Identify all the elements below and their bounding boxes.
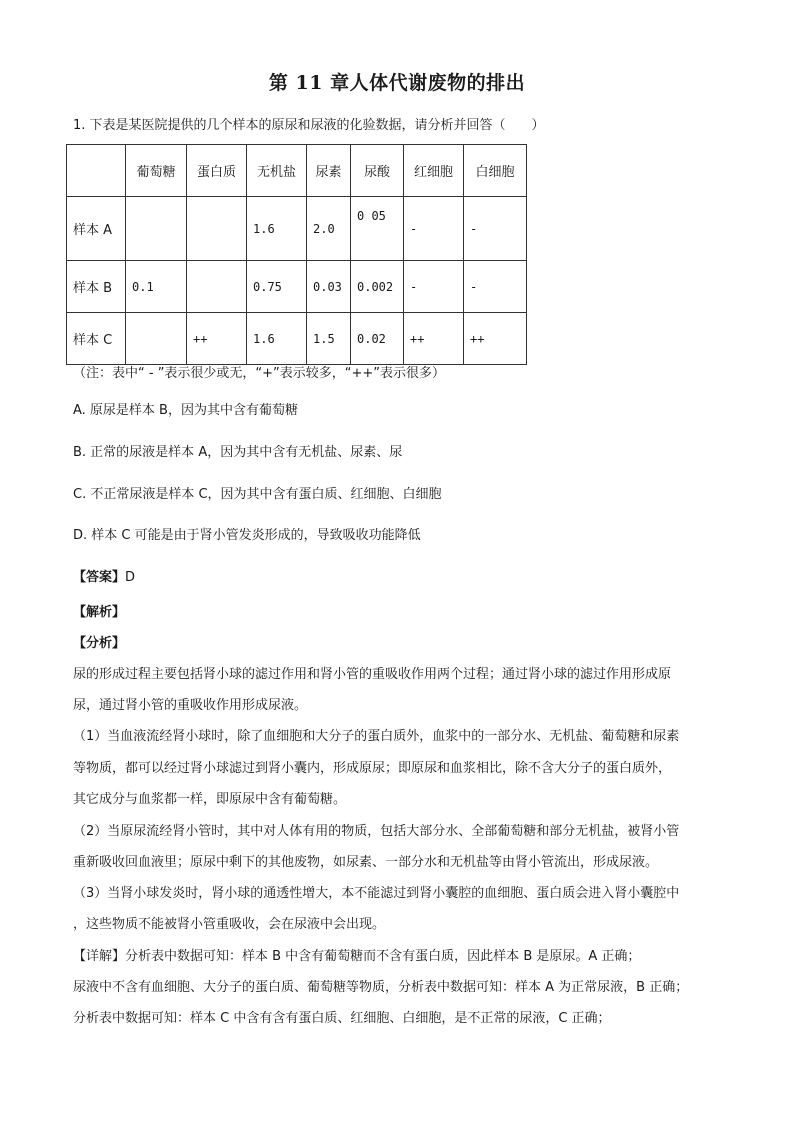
table-cell: 样本 C — [67, 313, 126, 365]
table-header-cell: 尿酸 — [351, 145, 404, 197]
table-note: （注：表中“ - ”表示很少或无，“+”表示较多，“++”表示很多） — [73, 366, 446, 381]
paragraph-line: 其它成分与血浆都一样，即原尿中含有葡萄糖。 — [73, 792, 347, 807]
table-cell: - — [404, 197, 464, 261]
table-cell — [126, 313, 187, 365]
table-cell — [187, 261, 247, 313]
table-cell: 2.0 — [307, 197, 351, 261]
table-header-cell: 无机盐 — [247, 145, 307, 197]
table-cell: 样本 A — [67, 197, 126, 261]
table-cell: 1.6 — [247, 197, 307, 261]
fenxi-label: 【分析】 — [73, 636, 126, 651]
table-cell: - — [464, 197, 527, 261]
paragraph-line: 等物质，都可以经过肾小球滤过到肾小囊内，形成原尿；即原尿和血浆相比，除不含大分子的蛋白质外， — [73, 761, 672, 776]
paragraph-line: 分析表中数据可知：样本 C 中含有含有蛋白质、红细胞、白细胞，是不正常的尿液，C 正确； — [73, 1011, 611, 1026]
lab-data-table — [66, 144, 527, 365]
table-cell: 0.02 — [351, 313, 404, 365]
table-cell: 0.03 — [307, 261, 351, 313]
paragraph-line: 重新吸收回血液里；原尿中剩下的其他废物，如尿素、一部分水和无机盐等由肾小管流出，形成尿液。 — [73, 855, 659, 870]
table-row — [67, 261, 527, 313]
paragraph-line: ，这些物质不能被肾小管重吸收，会在尿液中会出现。 — [73, 917, 386, 932]
paragraph-line: 尿，通过肾小管的重吸收作用形成尿液。 — [73, 698, 308, 713]
table-cell — [126, 197, 187, 261]
table-cell: - — [404, 261, 464, 313]
paragraph-line: （1）当血液流经肾小球时，除了血细胞和大分子的蛋白质外，血浆中的一部分水、无机盐、葡萄糖和尿素 — [73, 729, 680, 744]
table-header-row — [67, 145, 527, 197]
table-cell: 样本 B — [67, 261, 126, 313]
table-cell: 1.5 — [307, 313, 351, 365]
table-cell: ++ — [187, 313, 247, 365]
table-header-cell: 白细胞 — [464, 145, 527, 197]
table-row — [67, 313, 527, 365]
table-cell: 0 05 — [351, 197, 404, 261]
table-cell: 0.75 — [247, 261, 307, 313]
paragraph-line: （3）当肾小球发炎时，肾小球的通透性增大，本不能滤过到肾小囊腔的血细胞、蛋白质会进入肾小囊腔中 — [73, 886, 680, 901]
table-header-cell: 葡萄糖 — [126, 145, 187, 197]
answer-value: D — [125, 570, 136, 585]
table-cell: 0.1 — [126, 261, 187, 313]
table-cell: 1.6 — [247, 313, 307, 365]
paragraph-line: 尿液中不含有血细胞、大分子的蛋白质、葡萄糖等物质，分析表中数据可知：样本 A 为正常尿液，B 正确； — [73, 980, 689, 995]
table-row — [67, 197, 527, 261]
table-cell: 0.002 — [351, 261, 404, 313]
table-cell: ++ — [404, 313, 464, 365]
table-header-cell: 蛋白质 — [187, 145, 247, 197]
table-header-cell — [67, 145, 126, 197]
answer-label: 【答案】 — [73, 570, 126, 585]
option-c: C. 不正常尿液是样本 C，因为其中含有蛋白质、红细胞、白细胞 — [73, 487, 442, 502]
page-title: 第 11 章人体代谢废物的排出 — [268, 72, 526, 94]
analysis-label: 【解析】 — [73, 605, 126, 620]
option-d: D. 样本 C 可能是由于肾小管发炎形成的，导致吸收功能降低 — [73, 528, 421, 543]
table-cell: ++ — [464, 313, 527, 365]
table-header-cell: 尿素 — [307, 145, 351, 197]
option-b: B. 正常的尿液是样本 A，因为其中含有无机盐、尿素、尿 — [73, 445, 403, 460]
table-header-cell: 红细胞 — [404, 145, 464, 197]
table-cell: - — [464, 261, 527, 313]
paragraph-line: 【详解】分析表中数据可知：样本 B 中含有葡萄糖而不含有蛋白质，因此样本 B 是原尿。A 正确； — [73, 949, 641, 964]
option-a: A. 原尿是样本 B，因为其中含有葡萄糖 — [73, 403, 298, 418]
table-cell — [187, 197, 247, 261]
answer-line — [73, 566, 135, 585]
paragraph-line: 尿的形成过程主要包括肾小球的滤过作用和肾小管的重吸收作用两个过程；通过肾小球的滤过作用形成原 — [73, 667, 672, 682]
paragraph-line: （2）当原尿流经肾小管时，其中对人体有用的物质，包括大部分水、全部葡萄糖和部分无机盐，被肾小管 — [73, 824, 680, 839]
question-text: 1. 下表是某医院提供的几个样本的原尿和尿液的化验数据，请分析并回答（ ） — [73, 118, 545, 133]
